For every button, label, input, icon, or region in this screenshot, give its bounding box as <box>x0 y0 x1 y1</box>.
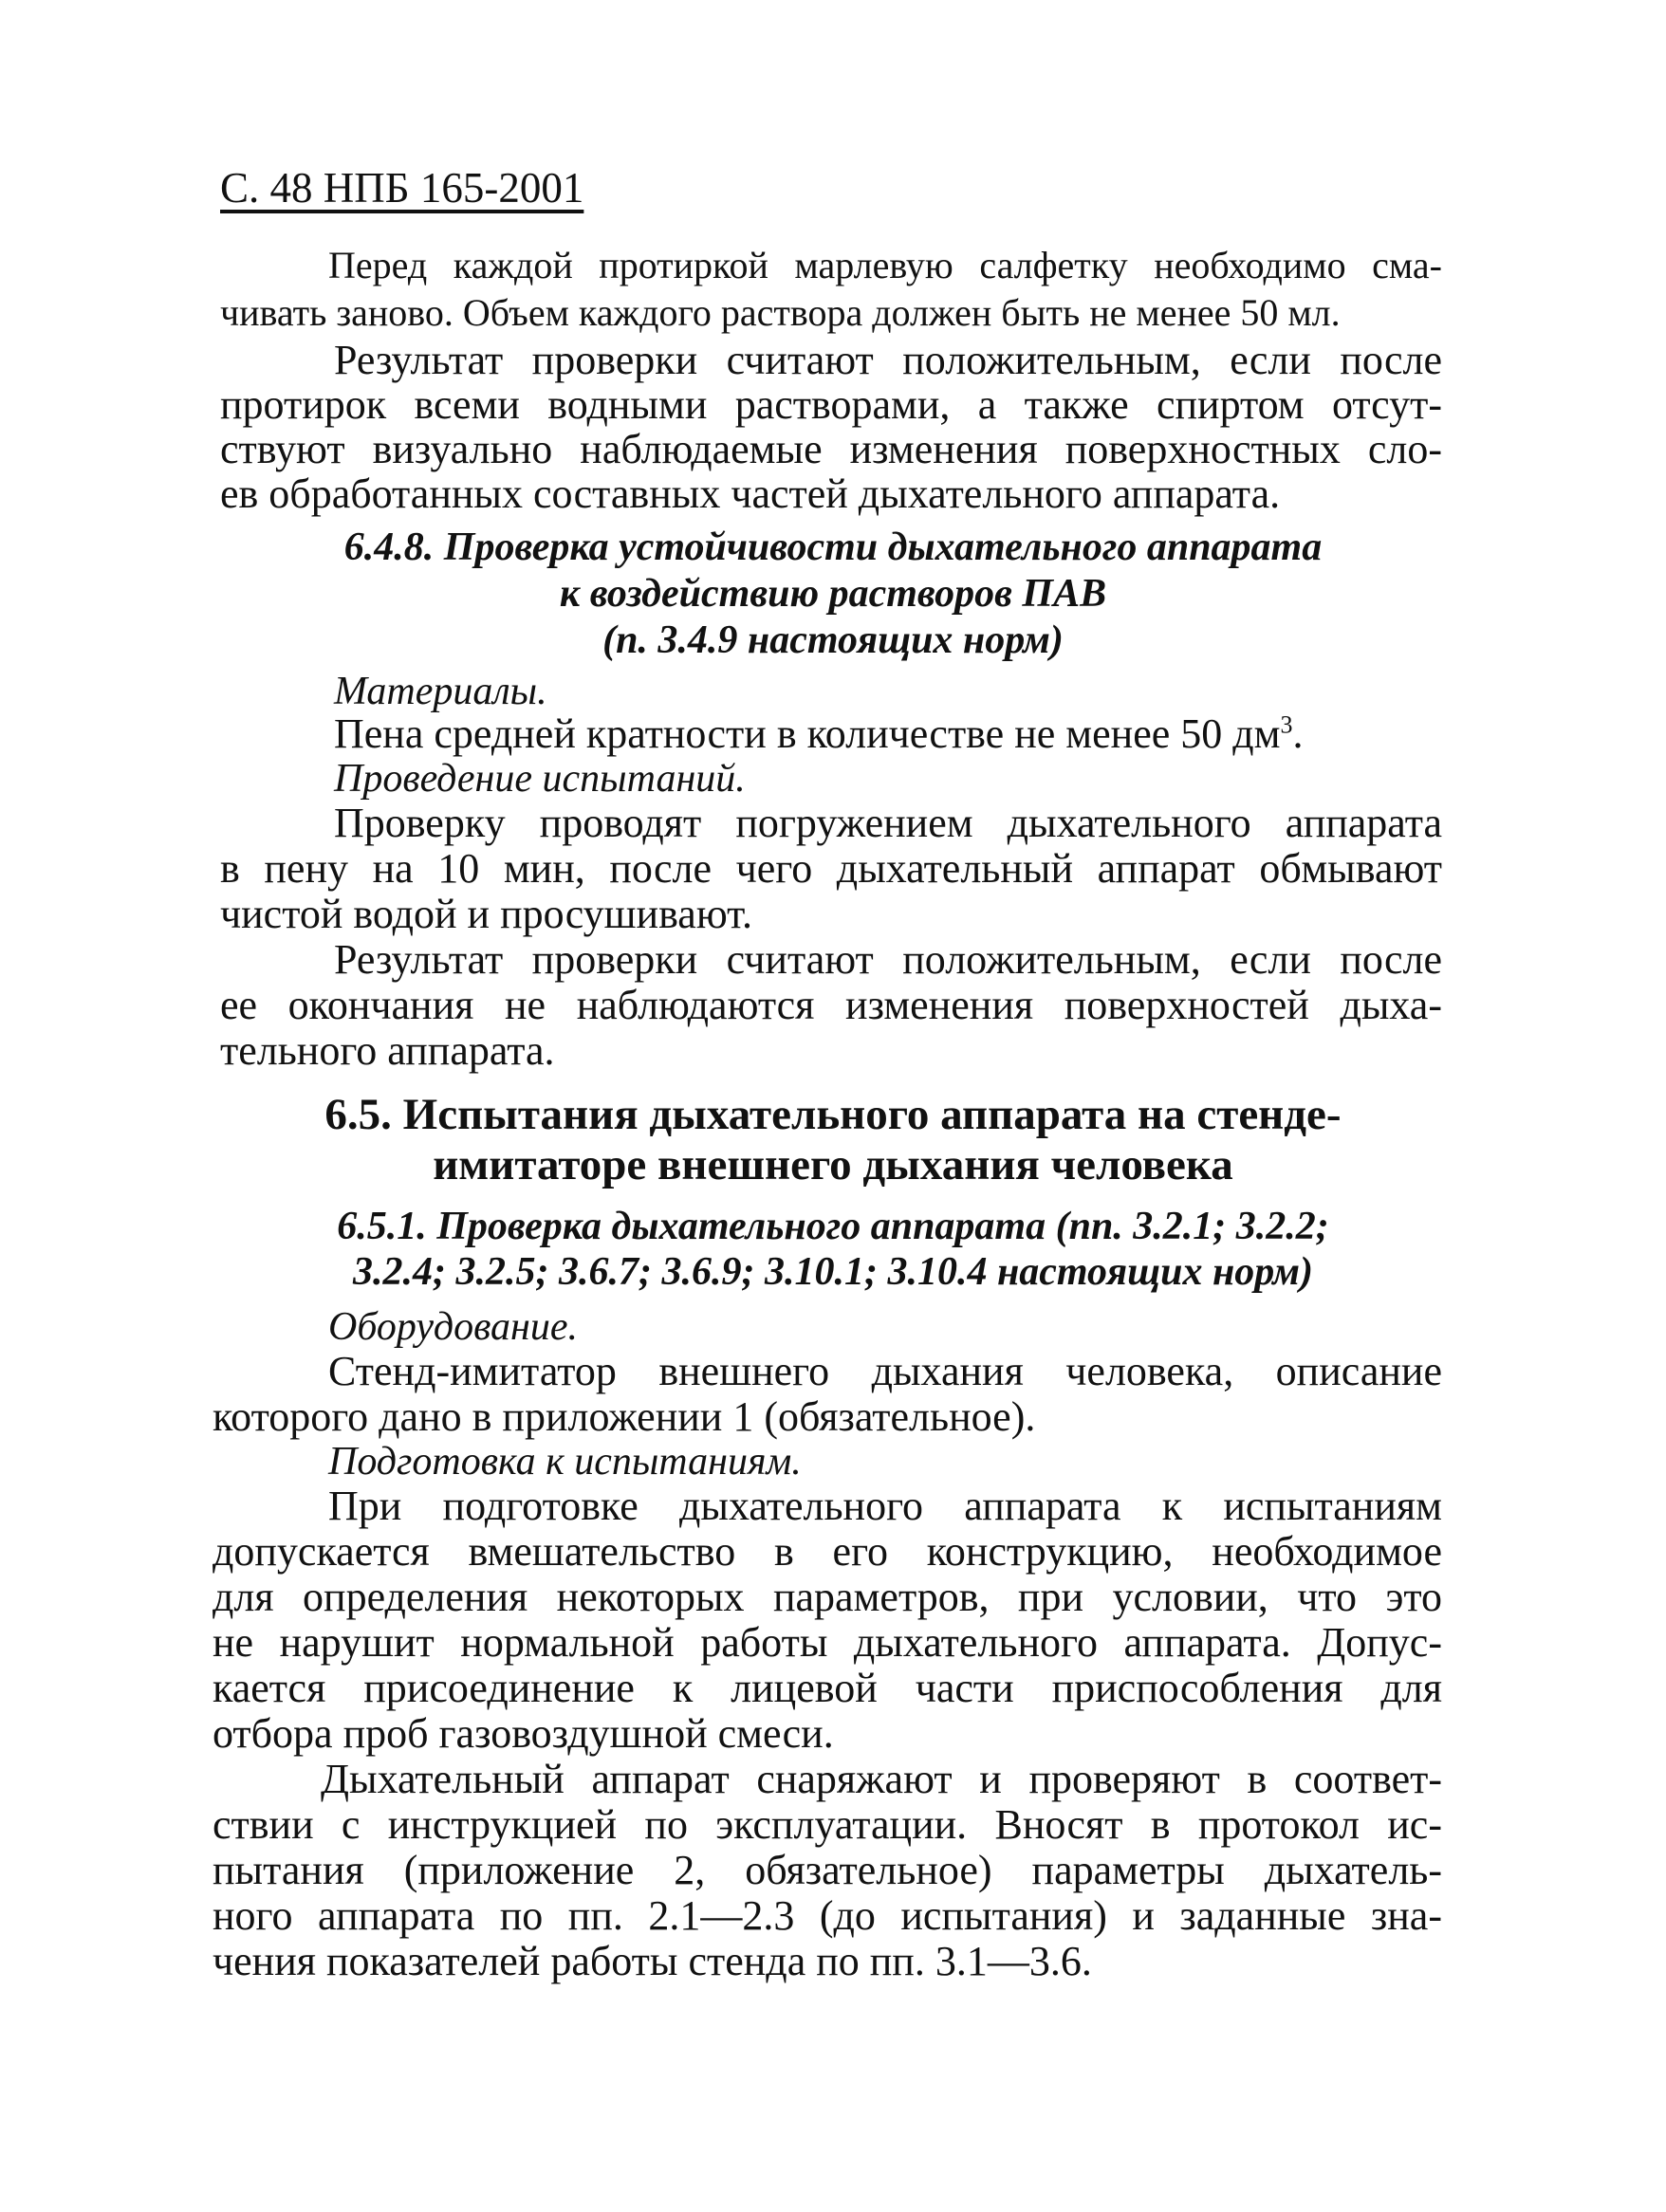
body-line: Результат проверки считают положительным, если после <box>334 337 1442 383</box>
body-line: Проверку проводят погружением дыхательного аппарата <box>334 800 1442 846</box>
section-heading: имитаторе внешнего дыхания человека <box>433 1140 1233 1189</box>
body-line: При подготовке дыхательного аппарата к испытаниям <box>328 1483 1442 1529</box>
body-line: тельного аппарата. <box>220 1027 555 1074</box>
body-line: отбора проб газовоздушной смеси. <box>213 1710 834 1757</box>
subsection-heading: 6.5.1. Проверка дыхательного аппарата (пп. 3.2.1; 3.2.2; <box>337 1205 1329 1248</box>
subsection-heading: 3.2.4; 3.2.5; 3.6.7; 3.6.9; 3.10.1; 3.10.4 настоящих норм) <box>353 1250 1313 1294</box>
body-line: чистой водой и просушивают. <box>220 891 753 937</box>
procedure-label: Проведение испытаний. <box>334 757 746 801</box>
materials-label: Материалы. <box>334 670 547 713</box>
body-line: ного аппарата по пп. 2.1—2.3 (до испытания) и заданные зна- <box>213 1892 1442 1939</box>
materials-unit-exponent: 3 <box>1280 710 1293 739</box>
equipment-label: Оборудование. <box>328 1305 579 1349</box>
body-line: допускается вмешательство в его конструкцию, необходимое <box>213 1528 1442 1575</box>
subsection-heading: 6.4.8. Проверка устойчивости дыхательного аппарата <box>343 525 1323 569</box>
body-line: Дыхательный аппарат снаряжают и проверяют в соответ- <box>321 1756 1442 1802</box>
body-line: кается присоединение к лицевой части приспособления для <box>213 1665 1442 1711</box>
materials-text-end: . <box>1292 710 1304 757</box>
body-line: ствуют визуально наблюдаемые изменения поверхностных сло- <box>220 426 1442 472</box>
body-line: ее окончания не наблюдаются изменения поверхностей дыха- <box>220 982 1442 1028</box>
body-line: чения показателей работы стенда по пп. 3.1—3.6. <box>213 1938 1092 1984</box>
page-header: С. 48 НПБ 165-2001 <box>220 164 584 212</box>
preparation-label: Подготовка к испытаниям. <box>328 1440 802 1484</box>
body-line: Результат проверки считают положительным, если после <box>334 936 1442 983</box>
body-line: Перед каждой протиркой марлевую салфетку необходимо сма- <box>328 244 1442 286</box>
body-line: Стенд-имитатор внешнего дыхания человека, описание <box>328 1348 1442 1394</box>
materials-text-main: Пена средней кратности в количестве не менее 50 дм <box>334 710 1281 757</box>
body-line: ствии с инструкцией по эксплуатации. Вносят в протокол ис- <box>213 1801 1442 1848</box>
section-heading: 6.5. Испытания дыхательного аппарата на стенде- <box>324 1090 1342 1139</box>
subsection-heading: (п. 3.4.9 настоящих норм) <box>602 618 1064 662</box>
body-line: ев обработанных составных частей дыхательного аппарата. <box>220 470 1281 517</box>
materials-text <box>334 710 1666 757</box>
subsection-heading: к воздействию растворов ПАВ <box>559 572 1107 616</box>
body-line: пытания (приложение 2, обязательное) параметры дыхатель- <box>213 1847 1442 1893</box>
body-line: чивать заново. Объем каждого раствора должен быть не менее 50 мл. <box>220 291 1341 334</box>
body-line: протирок всеми водными растворами, а также спиртом отсут- <box>220 381 1442 428</box>
body-line: для определения некоторых параметров, при условии, что это <box>213 1574 1442 1620</box>
body-line: не нарушит нормальной работы дыхательного аппарата. Допус- <box>213 1619 1442 1666</box>
body-line: которого дано в приложении 1 (обязательное). <box>213 1393 1036 1440</box>
body-line: в пену на 10 мин, после чего дыхательный аппарат обмывают <box>220 845 1442 892</box>
